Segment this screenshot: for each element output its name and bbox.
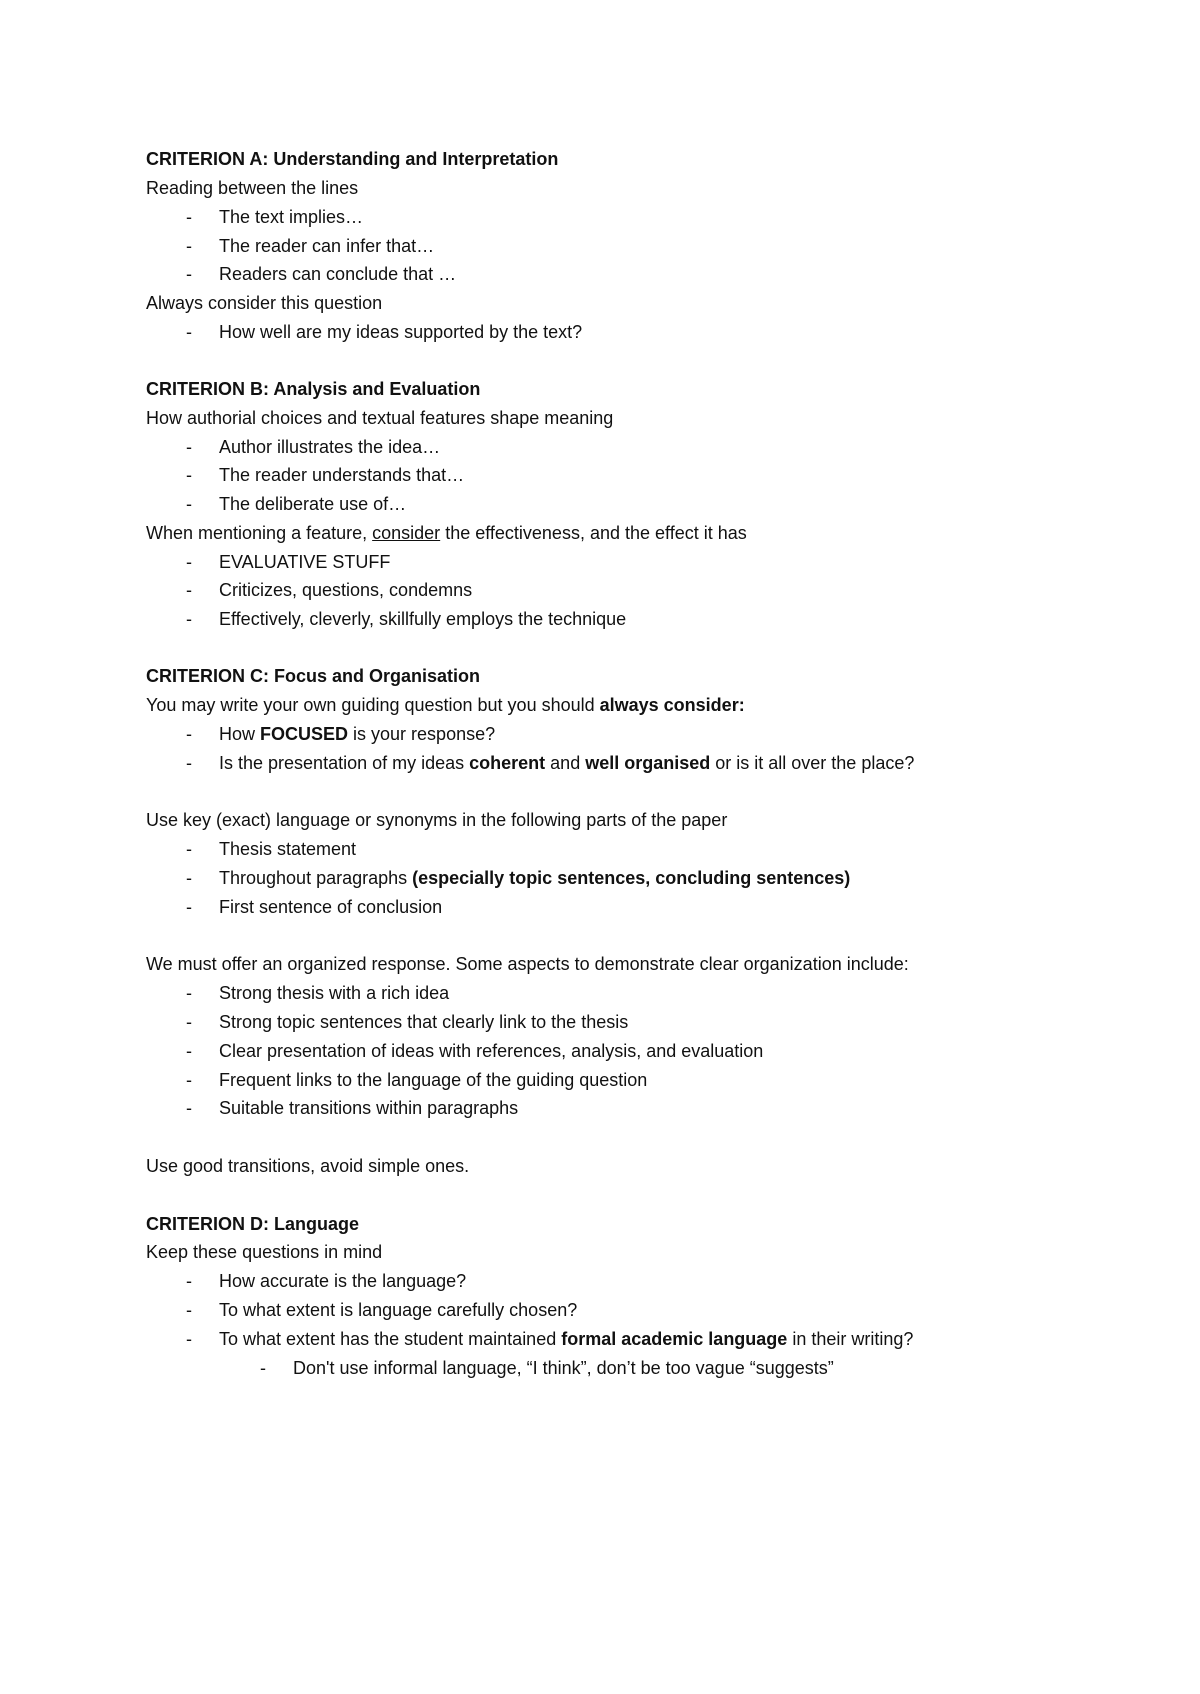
list-item-text: Thesis statement [219,839,357,859]
bullet-dash: - [186,609,192,629]
bullet-dash: - [186,580,192,600]
text-run: and [545,753,586,773]
list-item-text: How well are my ideas supported by the text? [219,322,583,342]
list-item-text: Frequent links to the language of the guiding question [219,1070,648,1090]
bullet-dash: - [186,207,192,227]
bold-text: (especially topic sentences, concluding sentences) [412,868,851,888]
text-run: To what extent has the student maintained [219,1329,562,1349]
bullet-dash: - [186,236,192,256]
list-item-text: The deliberate use of… [219,494,407,514]
list-item-text [219,1327,913,1351]
list-item-text [219,751,914,775]
bold-text: always consider: [599,695,745,715]
underlined-word: consider [372,523,441,543]
bullet-dash: - [186,1012,192,1032]
bullet-dash: - [186,1070,192,1090]
bullet-dash: - [186,264,192,284]
criterion-a-heading: CRITERION A: Understanding and Interpretation [146,149,559,169]
bullet-dash: - [186,465,192,485]
bold-text: well organised [585,753,711,773]
list-item-text [219,866,850,890]
criterion-b-intro-2 [146,521,747,545]
text-run: How [219,724,261,744]
bullet-dash: - [186,983,192,1003]
criterion-c-intro-2: Use key (exact) language or synonyms in the following parts of the paper [146,810,728,830]
list-item-text: EVALUATIVE STUFF [219,552,391,572]
list-item-text: Readers can conclude that … [219,264,457,284]
criterion-b-intro: How authorial choices and textual features shape meaning [146,408,614,428]
list-item-text: Suitable transitions within paragraphs [219,1098,519,1118]
bullet-dash: - [186,1098,192,1118]
bullet-dash: - [186,437,192,457]
bullet-dash: - [186,1041,192,1061]
list-item-text: Effectively, cleverly, skillfully employs the technique [219,609,627,629]
bullet-dash: - [186,1271,192,1291]
text-run: is your response? [348,724,496,744]
bullet-dash: - [186,753,192,773]
bold-text: FOCUSED [260,724,349,744]
list-item-text: First sentence of conclusion [219,897,443,917]
bullet-dash: - [186,1329,192,1349]
bullet-dash: - [186,724,192,744]
text-run: Is the presentation of my ideas [219,753,470,773]
criterion-d-heading: CRITERION D: Language [146,1214,360,1234]
list-item-text: Strong topic sentences that clearly link to the thesis [219,1012,629,1032]
criterion-c-closing: Use good transitions, avoid simple ones. [146,1156,470,1176]
bold-text: formal academic language [561,1329,788,1349]
criterion-c-intro [146,693,745,717]
list-item-text: The reader can infer that… [219,236,435,256]
criterion-a-intro: Reading between the lines [146,178,359,198]
list-item-text: Strong thesis with a rich idea [219,983,450,1003]
list-item-text: To what extent is language carefully chosen? [219,1300,578,1320]
criterion-a-intro-2: Always consider this question [146,293,383,313]
list-item-text: Criticizes, questions, condemns [219,580,473,600]
criterion-c-intro-3: We must offer an organized response. Some aspects to demonstrate clear organization include: [146,954,909,974]
list-item-text: The text implies… [219,207,364,227]
text-run: You may write your own guiding question but you should [146,695,600,715]
criterion-c-heading: CRITERION C: Focus and Organisation [146,666,481,686]
text-run: or is it all over the place? [710,753,915,773]
text-run: the effectiveness, and the effect it has [440,523,747,543]
list-item-text: How accurate is the language? [219,1271,467,1291]
bullet-dash: - [186,552,192,572]
bold-text: coherent [469,753,546,773]
text-run: in their writing? [787,1329,914,1349]
sub-list-item-text: Don't use informal language, “I think”, don’t be too vague “suggests” [293,1358,834,1378]
text-run: When mentioning a feature, [146,523,373,543]
list-item-text: Clear presentation of ideas with references, analysis, and evaluation [219,1041,764,1061]
criterion-b-heading: CRITERION B: Analysis and Evaluation [146,379,481,399]
criterion-d-intro: Keep these questions in mind [146,1242,383,1262]
list-item-text: Author illustrates the idea… [219,437,441,457]
bullet-dash: - [260,1358,266,1378]
bullet-dash: - [186,494,192,514]
list-item-text: The reader understands that… [219,465,465,485]
bullet-dash: - [186,868,192,888]
bullet-dash: - [186,897,192,917]
text-run: Throughout paragraphs [219,868,413,888]
bullet-dash: - [186,839,192,859]
bullet-dash: - [186,322,192,342]
bullet-dash: - [186,1300,192,1320]
list-item-text [219,722,495,746]
